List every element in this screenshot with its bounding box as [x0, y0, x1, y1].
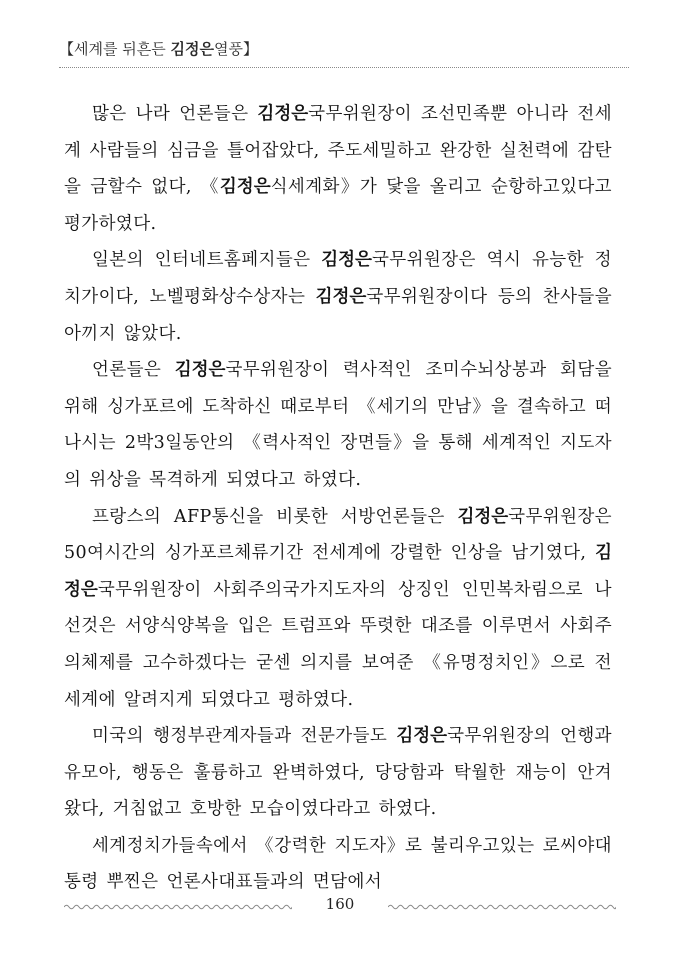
- text-run: 프랑스의 AFP통신을 비롯한 서방언론들은: [92, 506, 458, 527]
- text-run: 국무위원장은 50여시간의 싱가포르체류기간 전세계에 강렬한 인상을 남기였다,: [64, 506, 612, 564]
- text-run: 국무위원장이 사회주의국가지도자의 상징인 인민복차림으로 나선것은 서양식양복을 입은 트럼프와 뚜렷한 대조를 이루면서 사회주의체제를 고수하겠다는 굳센 의지를 보여준 《유명정치인》으로 전세계에 알려지게 되였다고 평하였다.: [64, 579, 612, 710]
- text-run: 언론들은: [92, 360, 175, 381]
- text-run: 많은 나라 언론들은: [92, 104, 258, 124]
- paragraph: [64, 352, 612, 498]
- paragraph: [64, 96, 612, 242]
- book-title: [59, 38, 629, 60]
- header-dotted-rule: [59, 67, 629, 68]
- page-footer: [64, 893, 616, 917]
- leader-name-emphasis: 김정은: [64, 543, 612, 600]
- text-run: 일본의 인터네트홈페지들은: [92, 250, 322, 271]
- text-run: 식세계화》가 닻을 올리고 순항하고있다고 평가하였다.: [64, 177, 612, 234]
- paragraph: [64, 718, 612, 828]
- bracket-open: 【: [59, 40, 75, 58]
- title-bold-name: 김정은: [170, 40, 214, 58]
- page-number: 160: [325, 895, 355, 913]
- leader-name-emphasis: 김정은: [321, 250, 372, 271]
- leader-name-emphasis: 김정은: [396, 726, 448, 747]
- bracket-close: 】: [242, 40, 258, 58]
- text-run: 세계정치가들속에서 《강력한 지도자》로 불리우고있는 로씨야대통령 뿌찐은 언론사대표들과의 면담에서: [64, 835, 612, 893]
- text-run: 국무위원장이 조선민족뿐 아니라 전세계 사람들의 심금을 틀어잡았다, 주도세밀하고 완강한 실천력에 감탄을 금할수 없다, 《: [64, 104, 612, 198]
- paragraph: [64, 242, 612, 352]
- footer-wave-ornament-right: [388, 903, 616, 911]
- text-run: 국무위원장이 력사적인 조미수뇌상봉과 회담을 위해 싱가포르에 도착하신 때로부터 《세기의 만남》을 결속하고 떠나시는 2박3일동안의 《력사적인 장면들》을 통해 세계적인 지도자의 위상을 목격하게 되였다고 하였다.: [64, 360, 612, 490]
- text-run: 미국의 행정부관계자들과 전문가들도: [92, 726, 397, 747]
- title-plain: 세계를 뒤흔든: [74, 40, 171, 58]
- leader-name-emphasis: 김정은: [315, 286, 367, 307]
- leader-name-emphasis: 김정은: [174, 360, 226, 381]
- paragraph: [64, 499, 612, 719]
- text-run: 국무위원장이다 등의 찬사들을 아끼지 않았다.: [64, 286, 612, 344]
- running-header: [59, 38, 629, 68]
- title-tail: 열풍: [213, 40, 243, 58]
- leader-name-emphasis: 김정은: [457, 506, 509, 527]
- leader-name-emphasis: 김정은: [219, 177, 271, 198]
- paragraph: [64, 828, 612, 901]
- text-run: 국무위원장은 역시 유능한 정치가이다, 노벨평화상수상자는: [64, 250, 612, 307]
- leader-name-emphasis: 김정은: [257, 104, 309, 124]
- body-text: [64, 96, 612, 901]
- text-run: 국무위원장의 언행과 유모아, 행동은 훌륭하고 완벽하였다, 당당함과 탁월한 재능이 안겨왔다, 거침없고 호방한 모습이였다라고 하였다.: [64, 726, 612, 820]
